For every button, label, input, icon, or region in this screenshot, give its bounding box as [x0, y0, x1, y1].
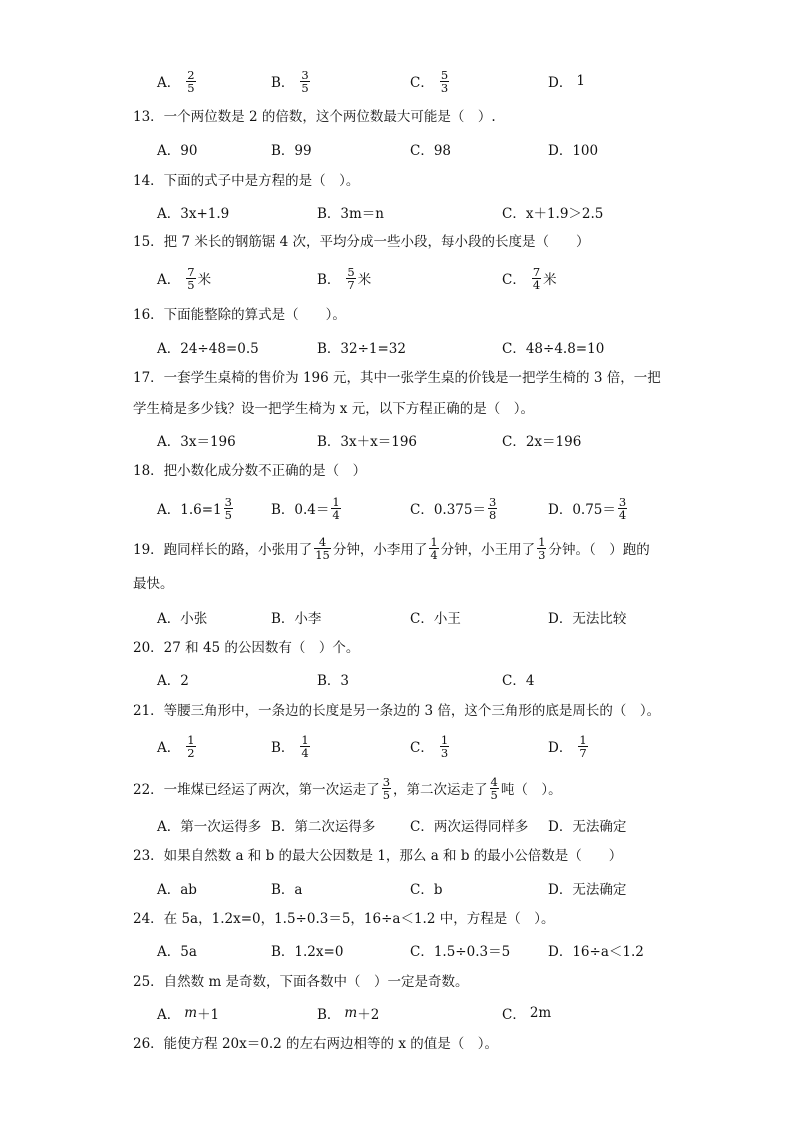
- fraction: $\frac{3}{5}$: [224, 494, 232, 522]
- q25-option-b: B． m ＋2: [317, 1005, 380, 1023]
- fraction: $\frac{3}{5}$: [382, 774, 391, 802]
- q23-stem: 23．如果自然数 a 和 b 的最大公因数是 1，那么 a 和 b 的最小公倍数是（ ）: [133, 848, 623, 864]
- q18-option-b: B．0.4＝ $\frac{1}{4}$: [271, 494, 340, 522]
- q22-options: [0, 810, 794, 840]
- q13-option-a: A．90: [157, 143, 198, 159]
- q21-option-b: B． $\frac{1}{4}$: [271, 732, 309, 760]
- fraction: $\frac{3}{8}$: [488, 494, 497, 522]
- fraction: $\frac{7}{5}$: [187, 264, 195, 292]
- q18-option-a: A．1.6=1 $\frac{3}{5}$: [157, 494, 232, 522]
- q25-option-a: A． m ＋1: [157, 1005, 220, 1023]
- q22-option-d: D．无法确定: [548, 819, 627, 835]
- fraction: $\frac{1}{3}$: [440, 732, 449, 760]
- fraction: $\frac{2}{5}$: [187, 67, 195, 95]
- q19-option-d: D．无法比较: [548, 611, 627, 627]
- q13-option-b: B．99: [271, 143, 312, 159]
- q17-option-b: B．3x＋x＝196: [317, 434, 418, 450]
- q15-stem: 15．把 7 米长的钢筋锯 4 次，平均分成一些小段，每小段的长度是（ ）: [133, 234, 590, 250]
- fraction: $\frac{5}{7}$: [347, 264, 355, 292]
- q21-option-d: D． $\frac{1}{7}$: [548, 732, 587, 760]
- fraction: $\frac{3}{4}$: [618, 494, 627, 522]
- q12-options: [0, 66, 794, 96]
- q16-stem: 16．下面能整除的算式是（ ）。: [133, 307, 346, 323]
- fraction: $\frac{4}{15}$: [315, 534, 330, 562]
- q20-option-a: A．2: [157, 673, 189, 689]
- q24-option-d: D．16÷a＜1.2: [548, 944, 644, 960]
- q16-option-a: A．24÷48=0.5: [157, 341, 259, 357]
- fraction: $\frac{1}{3}$: [538, 534, 546, 562]
- q20-option-c: C．4: [502, 673, 535, 689]
- q12-option-a: A． $\frac{2}{5}$: [157, 67, 195, 95]
- q13-option-c: C．98: [410, 143, 452, 159]
- q19-option-b: B．小李: [271, 611, 322, 627]
- q21-option-c: C． $\frac{1}{3}$: [410, 732, 449, 760]
- q13-stem: 13．一个两位数是 2 的倍数，这个两位数最大可能是（ ）.: [133, 109, 496, 125]
- q21-options: [0, 731, 794, 761]
- q24-option-c: C．1.5÷0.3＝5: [410, 944, 511, 960]
- q18-option-c: C．0.375＝ $\frac{3}{8}$: [410, 494, 497, 522]
- q19-stem-line2: 最快。: [133, 576, 174, 592]
- q20-stem: 20．27 和 45 的公因数有（ ）个。: [133, 640, 360, 656]
- q18-option-d: D．0.75＝ $\frac{3}{4}$: [548, 494, 627, 522]
- fraction: $\frac{7}{4}$: [532, 264, 541, 292]
- q14-option-b: B．3m＝n: [317, 206, 385, 222]
- fraction: $\frac{1}{4}$: [301, 732, 309, 760]
- q13-options: [0, 134, 794, 164]
- q14-option-c: C．x＋1.9＞2.5: [502, 206, 604, 222]
- q19-option-c: C．小王: [410, 611, 461, 627]
- q17-stem-line1: 17．一套学生桌椅的售价为 196 元，其中一张学生桌的价钱是一把学生椅的 3 倍，一把: [133, 370, 661, 386]
- q14-options: [0, 197, 794, 227]
- q22-option-c: C．两次运得同样多: [410, 819, 529, 835]
- q17-option-c: C．2x＝196: [502, 434, 582, 450]
- q26-stem: 26．能使方程 20x＝0.2 的左右两边相等的 x 的值是（ ）。: [133, 1036, 498, 1052]
- q18-options: [0, 493, 794, 523]
- q15-options: [0, 263, 794, 293]
- q24-stem: 24．在 5a，1.2x=0，1.5÷0.3＝5，16÷a＜1.2 中，方程是（ ）。: [133, 911, 555, 927]
- fraction: $\frac{1}{2}$: [187, 732, 195, 760]
- q24-option-a: A．5a: [157, 944, 197, 960]
- fraction: $\frac{1}{7}$: [579, 732, 587, 760]
- fraction: $\frac{4}{5}$: [490, 774, 498, 802]
- q15-option-c: C． $\frac{7}{4}$ 米: [502, 264, 557, 292]
- q20-options: [0, 664, 794, 694]
- q20-option-b: B．3: [317, 673, 350, 689]
- q23-option-c: C．b: [410, 882, 443, 898]
- q19-options: [0, 602, 794, 632]
- q19-stem-line1: 19．跑同样长的路，小张用了 $\frac{4}{15}$ 分钟，小李用了 $\frac{1}{4}$ 分钟，小王用了 $\frac{1}{3}$ 分钟。（ ）跑的: [133, 534, 650, 562]
- q12-option-d: D． 1: [548, 73, 585, 91]
- q17-option-a: A．3x＝196: [157, 434, 236, 450]
- fraction: $\frac{1}{4}$: [430, 534, 438, 562]
- q17-options: [0, 425, 794, 455]
- q25-option-c: C． 2m: [502, 1005, 552, 1023]
- q23-option-a: A．ab: [157, 882, 197, 898]
- q21-option-a: A． $\frac{1}{2}$: [157, 732, 195, 760]
- q18-stem: 18．把小数化成分数不正确的是（ ）: [133, 463, 367, 479]
- q25-options: [0, 998, 794, 1028]
- q23-option-b: B．a: [271, 882, 303, 898]
- q21-stem: 21．等腰三角形中，一条边的长度是另一条边的 3 倍，这个三角形的底是周长的（ ）。: [133, 703, 661, 719]
- q24-option-b: B．1.2x=0: [271, 944, 344, 960]
- q23-option-d: D．无法确定: [548, 882, 627, 898]
- q24-options: [0, 935, 794, 965]
- q25-stem: 25．自然数 m 是奇数，下面各数中（ ）一定是奇数。: [133, 974, 469, 990]
- q14-option-a: A．3x+1.9: [157, 206, 230, 222]
- q12-option-b: B． $\frac{3}{5}$: [271, 67, 309, 95]
- fraction: $\frac{5}{3}$: [440, 67, 449, 95]
- fraction: $\frac{3}{5}$: [301, 67, 309, 95]
- q13-option-d: D．100: [548, 143, 599, 159]
- q22-option-a: A．第一次运得多: [157, 819, 262, 835]
- q22-option-b: B．第二次运得多: [271, 819, 376, 835]
- q14-stem: 14．下面的式子中是方程的是（ ）。: [133, 173, 360, 189]
- q22-stem: 22．一堆煤已经运了两次，第一次运走了 $\frac{3}{5}$ ，第二次运走了 $\frac{4}{5}$ 吨（ ）。: [133, 774, 562, 802]
- q16-option-b: B．32÷1=32: [317, 341, 406, 357]
- q19-option-a: A．小张: [157, 611, 208, 627]
- q16-option-c: C．48÷4.8=10: [502, 341, 605, 357]
- q15-option-b: B． $\frac{5}{7}$ 米: [317, 264, 372, 292]
- q12-option-c: C． $\frac{5}{3}$: [410, 67, 449, 95]
- q16-options: [0, 332, 794, 362]
- q15-option-a: A． $\frac{7}{5}$ 米: [157, 264, 212, 292]
- fraction: $\frac{1}{4}$: [332, 494, 340, 522]
- q23-options: [0, 873, 794, 903]
- q17-stem-line2: 学生椅是多少钱？设一把学生椅为 x 元，以下方程正确的是（ ）。: [133, 401, 534, 417]
